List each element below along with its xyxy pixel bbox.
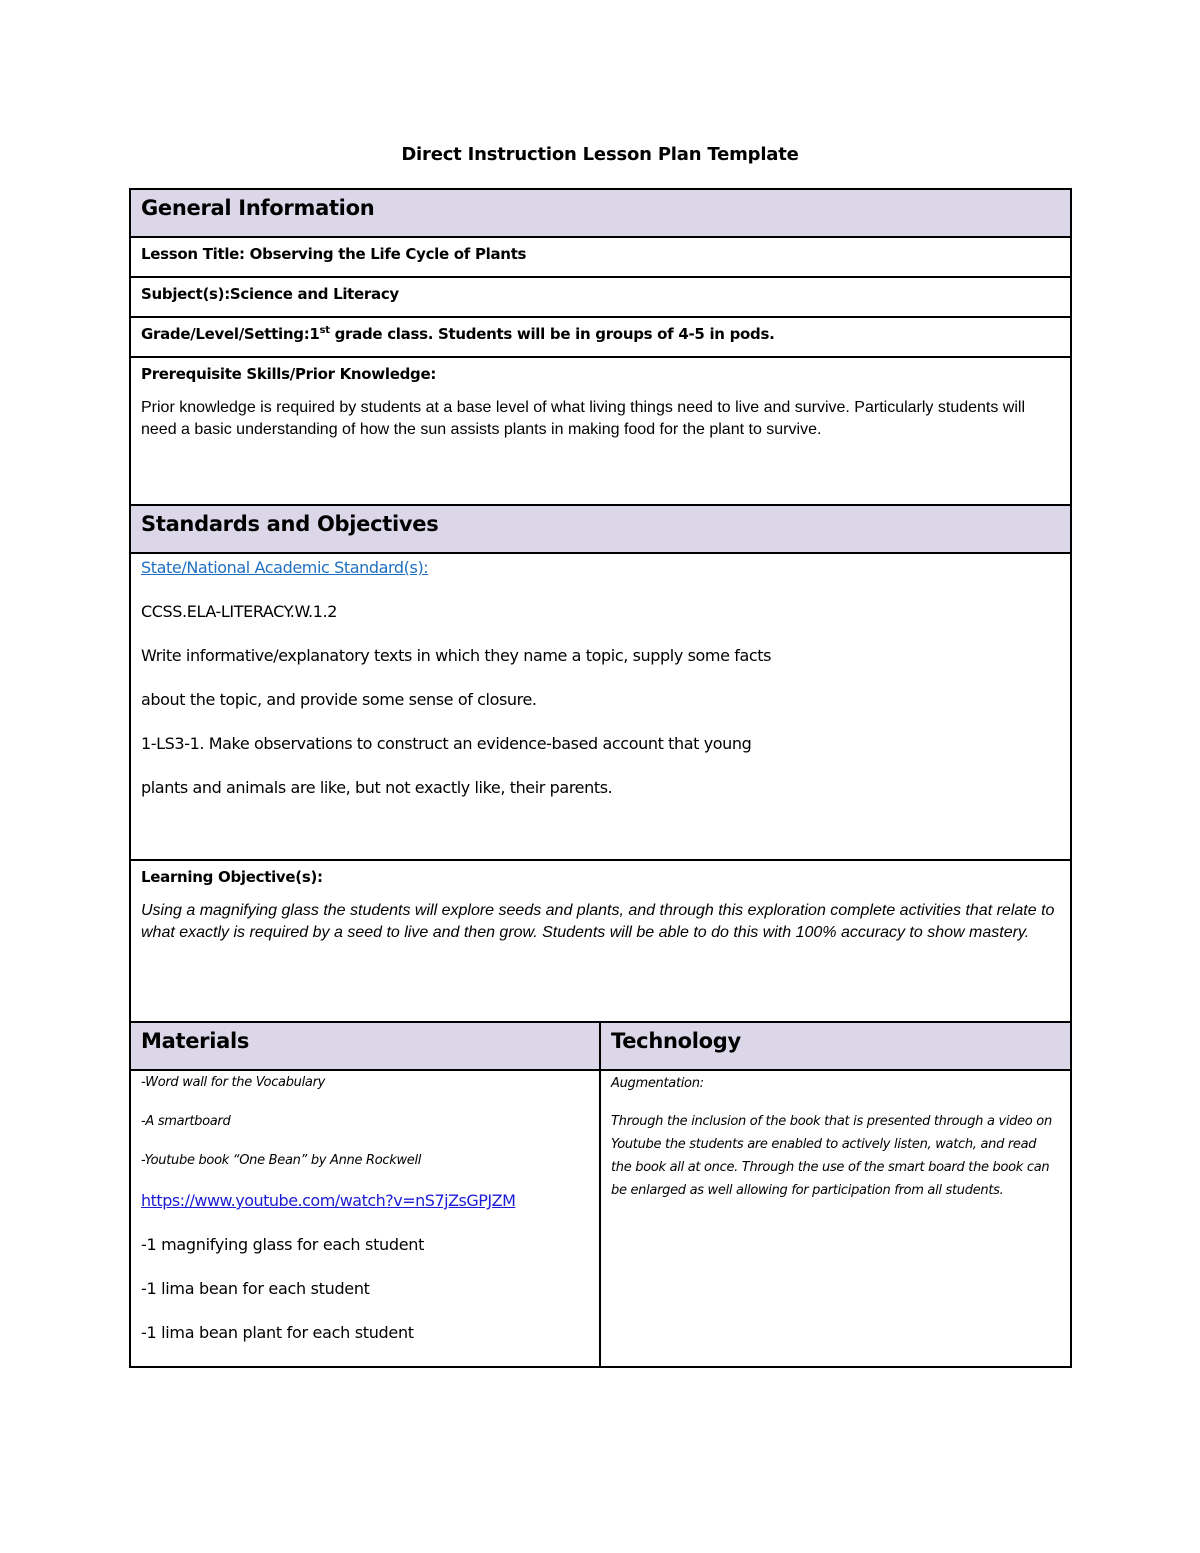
materials-item: -A smartboard — [141, 1114, 231, 1129]
learning-objectives-cell — [130, 860, 1071, 1022]
technology-heading: Technology — [611, 1029, 741, 1053]
technology-header — [600, 1022, 1071, 1070]
lesson-plan-table — [129, 188, 1072, 1368]
grade-prefix: Grade/Level/Setting:1 — [141, 325, 320, 343]
materials-item: -1 lima bean plant for each student — [141, 1323, 414, 1342]
learning-objectives-label: Learning Objective(s): — [141, 868, 323, 886]
materials-item: -1 lima bean for each student — [141, 1279, 370, 1298]
technology-text: Through the inclusion of the book that is presented through a video on Youtube the students are enabled to actively listen, watch, and read the book all at once. Through the use of the smart board the book can be enlarged as well allowing for participation from all students. — [611, 1114, 1052, 1198]
lesson-title-cell — [130, 237, 1071, 277]
materials-item: -Word wall for the Vocabulary — [141, 1075, 326, 1090]
materials-item: -Youtube book “One Bean” by Anne Rockwell — [141, 1153, 422, 1168]
lesson-title: Lesson Title: Observing the Life Cycle of Plants — [141, 245, 527, 263]
standard-line: CCSS.ELA-LITERACY.W.1.2 — [141, 602, 337, 621]
youtube-link[interactable]: https://www.youtube.com/watch?v=nS7jZsGPJZM — [141, 1191, 516, 1210]
grade-level-setting — [141, 318, 1060, 343]
prerequisite-label: Prerequisite Skills/Prior Knowledge: — [141, 365, 437, 383]
subjects-cell — [130, 277, 1071, 317]
academic-standards-link[interactable]: State/National Academic Standard(s): — [141, 558, 429, 577]
standards-objectives-heading: Standards and Objectives — [141, 512, 439, 536]
standard-line: Write informative/explanatory texts in which they name a topic, supply some facts — [141, 646, 772, 665]
technology-label: Augmentation: — [611, 1076, 704, 1091]
materials-heading: Materials — [141, 1029, 250, 1053]
prerequisite-cell — [130, 357, 1071, 505]
learning-objectives-text: Using a magnifying glass the students will explore seeds and plants, and through this exploration complete activities that relate to what exactly is required by a seed to live and then grow. Students will be able to do this with 100% accuracy to show mastery. — [141, 902, 1055, 941]
standards-cell — [130, 553, 1071, 860]
standard-line: about the topic, and provide some sense of closure. — [141, 690, 537, 709]
document-title: Direct Instruction Lesson Plan Template — [401, 144, 799, 165]
prerequisite-text: Prior knowledge is required by students at a base level of what living things need to live and survive. Particularly students will need a basic understanding of how the sun assists plants in making food for the plant to survive. — [141, 399, 1026, 438]
grade-superscript: st — [319, 325, 330, 336]
general-information-header — [130, 189, 1071, 237]
materials-cell — [130, 1070, 600, 1367]
grade-level-cell — [130, 317, 1071, 357]
subjects: Subject(s):Science and Literacy — [141, 285, 399, 303]
materials-item: -1 magnifying glass for each student — [141, 1235, 425, 1254]
standards-objectives-header — [130, 505, 1071, 553]
general-information-heading: General Information — [141, 196, 375, 220]
standard-line: 1-LS3-1. Make observations to construct an evidence-based account that young — [141, 734, 752, 753]
technology-cell — [600, 1070, 1071, 1367]
standard-line: plants and animals are like, but not exactly like, their parents. — [141, 778, 613, 797]
grade-suffix: grade class. Students will be in groups of 4-5 in pods. — [329, 325, 775, 343]
materials-header — [130, 1022, 600, 1070]
